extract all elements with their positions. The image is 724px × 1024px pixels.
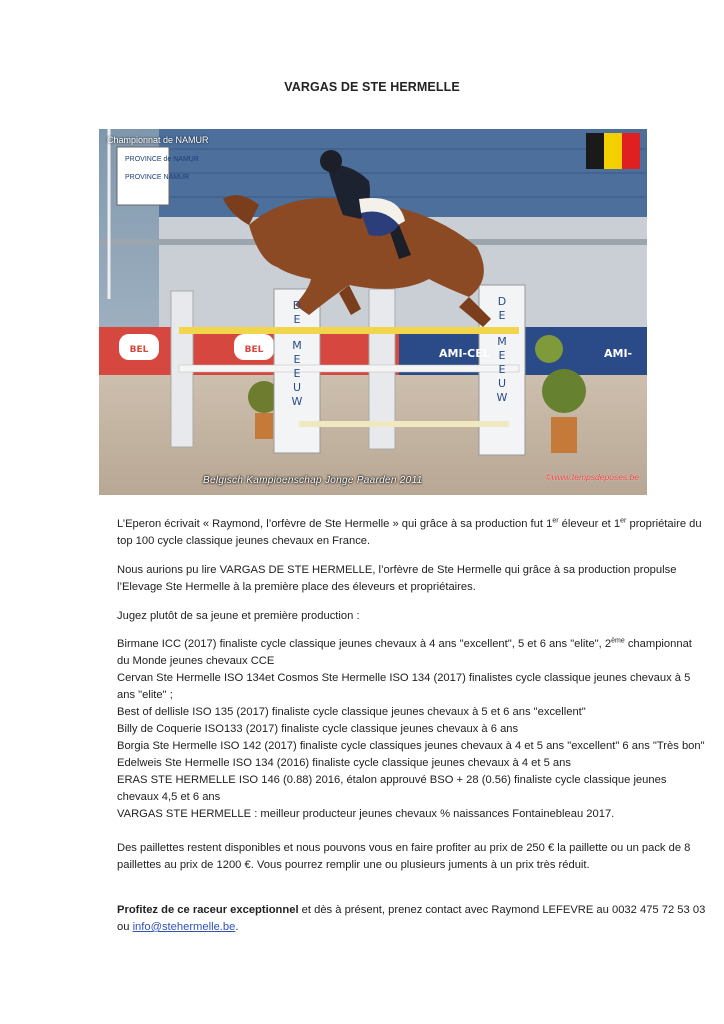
intro-paragraph: L’Eperon écrivait « Raymond, l’orfèvre de Ste Hermelle » qui grâce à sa production fut 1er éleveur et 1er propriétaire du top 100 cycle classique jeunes chevaux en France. — [117, 517, 702, 547]
photo-signs: Championnat de NAMUR PROVINCE de NAMUR PROVINCE NAMUR — [107, 135, 209, 181]
banner-right-text: AMI-CEL — [439, 347, 490, 360]
jump-text-right: D E M E E U W — [496, 295, 508, 404]
paragraph-vargas: Nous aurions pu lire VARGAS DE STE HERMELLE, l’orfèvre de Ste Hermelle qui grâce à sa production propulse l’Elevage Ste Hermelle à la première place des éleveurs et propriétaires. — [117, 564, 677, 593]
jump-text-left: D E M E E U W — [291, 299, 303, 408]
production-eras: ERAS STE HERMELLE ISO 146 (0.88) 2016, étalon approuvé BSO + 28 (0.56) finaliste cycle classique jeunes chevaux 4,5 et 6 ans — [117, 774, 667, 803]
paragraph-contact: Profitez de ce raceur exceptionnel et dès à présent, prenez contact avec Raymond LEFEVRE au 0032 475 72 53 03 ou info@stehermelle.be. — [117, 904, 706, 933]
production-edelweis: Edelweis Ste Hermelle ISO 134 (2016) finaliste cycle classique jeunes chevaux à 4 et 5 ans — [117, 757, 571, 769]
photo-credit: ©www.tempsdeposes.be — [545, 472, 639, 482]
production-birmane: Birmane ICC (2017) finaliste cycle classique jeunes chevaux à 4 ans "excellent", 5 et 6 ans "elite", 2ème championnat du Monde jeunes chevaux CCE — [117, 637, 692, 667]
paragraph-paillettes: Des paillettes restent disponibles et nous pouvons vous en faire profiter au prix de 250 € la paillette ou un pack de 8 paillettes au prix de 1200 €. Vous pourrez remplir une ou plusieurs juments à un prix très réduit. — [117, 842, 691, 871]
banner-far-text: AMI- — [604, 347, 633, 360]
production-vargas: VARGAS STE HERMELLE : meilleur producteur jeunes chevaux % naissances Fontainebleau 2017. — [117, 808, 615, 820]
horse-jumping-photo — [99, 129, 647, 495]
photo-illustration — [99, 129, 647, 495]
page-title: VARGAS DE STE HERMELLE — [284, 80, 460, 94]
paragraph-judge: Jugez plutôt de sa jeune et première production : — [117, 610, 360, 622]
email-link[interactable]: info@stehermelle.be — [132, 921, 236, 933]
production-borgia: Borgia Ste Hermelle ISO 142 (2017) finaliste cycle classiques jeunes chevaux à 4 et 5 ans "excellent" 6 ans "Très bon" — [117, 740, 705, 752]
banner-left-text-2: BEL — [244, 345, 264, 355]
banner-left-text: BEL — [129, 345, 149, 355]
production-billy: Billy de Coquerie ISO133 (2017) finaliste cycle classique jeunes chevaux à 6 ans — [117, 723, 519, 735]
production-cervan: Cervan Ste Hermelle ISO 134et Cosmos Ste Hermelle ISO 134 (2017) finalistes cycle classique jeunes chevaux à 5 ans "elite" ; — [117, 672, 691, 701]
production-list — [117, 636, 707, 823]
photo-caption: Belgisch Kampioenschap Jonge Paarden 2011 — [203, 475, 423, 486]
production-best: Best of dellisle ISO 135 (2017) finaliste cycle classique jeunes chevaux à 5 et 6 ans "excellent" — [117, 706, 586, 718]
